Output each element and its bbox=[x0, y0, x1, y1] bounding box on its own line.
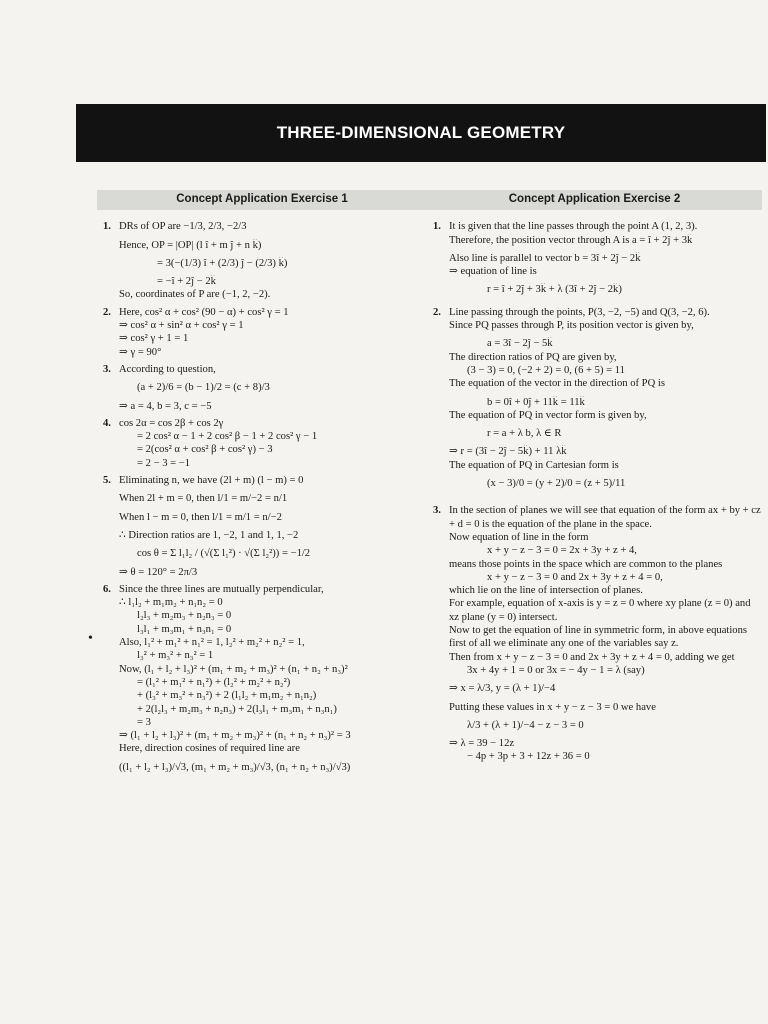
exercise-1-item-3 bbox=[97, 363, 427, 413]
item-number: 1. bbox=[103, 221, 111, 233]
item-number: 3. bbox=[433, 505, 441, 517]
left-column bbox=[97, 190, 427, 778]
solution-line: Now to get the equation of line in symmetric form, in above equations first of all we eliminate any one of the variables say z. bbox=[449, 625, 748, 650]
solution-line: ⇒ λ = 39 − 12z bbox=[449, 738, 515, 750]
solution-line: ⇒ x = λ/3, y = (λ + 1)/−4 bbox=[449, 683, 556, 695]
solution-line: (3 − 3) = 0, (−2 + 2) = 0, (6 + 5) = 11 bbox=[467, 364, 625, 376]
solution-line: = 3(−(1/3) î + (2/3) ĵ − (2/3) k̂) bbox=[157, 257, 288, 269]
exercise-2-item-1 bbox=[427, 220, 762, 296]
solution-line: It is given that the line passes through the point A (1, 2, 3). bbox=[449, 221, 698, 233]
solution-line: Putting these values in x + y − z − 3 = 0 we have bbox=[449, 701, 656, 713]
solution-line: = −î + 2ĵ − 2k̂ bbox=[157, 276, 216, 288]
solution-line: The equation of the vector in the direction of PQ is bbox=[449, 378, 665, 390]
solution-line: means those points in the space which are common to the planes bbox=[449, 558, 723, 570]
solution-line: r = î + 2ĵ + 3k̂ + λ (3î + 2ĵ − 2k̂) bbox=[487, 284, 622, 296]
solution-line: cos 2α = cos 2β + cos 2γ bbox=[119, 417, 224, 429]
exercise-1-item-6 bbox=[97, 583, 427, 774]
solution-line: So, coordinates of P are (−1, 2, −2). bbox=[119, 289, 271, 301]
solution-line: The direction ratios of PQ are given by, bbox=[449, 351, 617, 363]
solution-line: Now equation of line in the form bbox=[449, 531, 589, 543]
solution-line: ⇒ γ = 90° bbox=[119, 346, 162, 358]
item-number: 3. bbox=[103, 363, 111, 375]
solution-line: When l − m = 0, then l/1 = m/1 = n/−2 bbox=[119, 511, 282, 523]
item-number: 4. bbox=[103, 417, 111, 429]
solution-line: + (l₃² + m₃² + n₃²) + 2 (l₁l₂ + m₁m₂ + n₁n₂) bbox=[137, 690, 317, 702]
solution-line: x + y − z − 3 = 0 = 2x + 3y + z + 4, bbox=[487, 545, 637, 557]
exercise-2-item-3 bbox=[427, 504, 762, 763]
solution-line: The equation of PQ in Cartesian form is bbox=[449, 459, 619, 471]
solution-line: Also line is parallel to vector b = 3î + 2ĵ − 2k̂ bbox=[449, 252, 641, 264]
margin-dot: • bbox=[88, 631, 93, 646]
section-heading-exercise-1: Concept Application Exercise 1 bbox=[97, 190, 427, 210]
solution-line: = 2 cos² α − 1 + 2 cos² β − 1 + 2 cos² γ − 1 bbox=[137, 431, 318, 443]
item-number: 1. bbox=[433, 221, 441, 233]
solution-line: ∴ Direction ratios are 1, −2, 1 and 1, 1, −2 bbox=[119, 529, 299, 541]
solution-line: Therefore, the position vector through A is a = î + 2ĵ + 3k̂ bbox=[449, 234, 693, 246]
right-column bbox=[427, 190, 762, 768]
exercise-1-item-5 bbox=[97, 474, 427, 579]
solution-line: = 2 − 3 = −1 bbox=[137, 457, 191, 469]
solution-line: a = 3î − 2ĵ − 5k̂ bbox=[487, 338, 553, 350]
solution-line: l₂l₃ + m₂m₃ + n₂n₃ = 0 bbox=[137, 610, 232, 622]
solution-line: = 3 bbox=[137, 716, 151, 728]
solution-line: For example, equation of x-axis is y = z = 0 where xy plane (z = 0) and xz plane (y = 0) intersect. bbox=[449, 598, 751, 623]
solution-line: − 4p + 3p + 3 + 12z + 36 = 0 bbox=[467, 751, 590, 763]
item-number: 2. bbox=[103, 306, 111, 318]
item-number: 2. bbox=[433, 306, 441, 318]
solution-line: 3x + 4y + 1 = 0 or 3x = − 4y − 1 = λ (say) bbox=[467, 664, 645, 676]
solution-line: The equation of PQ in vector form is given by, bbox=[449, 409, 647, 421]
solution-line: ∴ l₁l₂ + m₁m₂ + n₁n₂ = 0 bbox=[119, 597, 223, 609]
exercise-1-item-4 bbox=[97, 417, 427, 470]
solution-line: According to question, bbox=[119, 363, 216, 375]
exercise-1-item-1 bbox=[97, 220, 427, 301]
solution-line: ⇒ r = (3î − 2ĵ − 5k̂) + 11 λk̂ bbox=[449, 446, 567, 458]
solution-line: Since PQ passes through P, its position vector is given by, bbox=[449, 320, 694, 332]
solution-line: Also, l₁² + m₁² + n₁² = 1, l₂² + m₂² + n₂² = 1, bbox=[119, 637, 305, 649]
solution-line: Then from x + y − z − 3 = 0 and 2x + 3y + z + 4 = 0, adding we get bbox=[449, 651, 735, 663]
solution-line: b = 0î + 0ĵ + 11k̂ = 11k̂ bbox=[487, 396, 585, 408]
solution-line: Eliminating n, we have (2l + m) (l − m) = 0 bbox=[119, 475, 304, 487]
solution-line: ⇒ equation of line is bbox=[449, 266, 537, 278]
solution-line: Now, (l₁ + l₂ + l₃)² + (m₁ + m₂ + m₃)² + (n₁ + n₂ + n₃)² bbox=[119, 663, 348, 675]
solution-line: When 2l + m = 0, then l/1 = m/−2 = n/1 bbox=[119, 493, 288, 505]
exercise-1-item-2 bbox=[97, 306, 427, 359]
solution-line: = (l₁² + m₁² + n₁²) + (l₂² + m₂² + n₂²) bbox=[137, 676, 291, 688]
solution-line: l₃² + m₃² + n₃² = 1 bbox=[137, 650, 214, 662]
solution-line: cos θ = Σ l₁l₂ / (√(Σ l₁²) · √(Σ l₂²)) = −1/2 bbox=[137, 548, 311, 560]
section-heading-exercise-2: Concept Application Exercise 2 bbox=[427, 190, 762, 210]
solution-line: ⇒ cos² α + sin² α + cos² γ = 1 bbox=[119, 320, 244, 332]
solution-line: x + y − z − 3 = 0 and 2x + 3y + z + 4 = 0, bbox=[487, 571, 663, 583]
solution-line: Here, direction cosines of required line are bbox=[119, 743, 300, 755]
solution-line: (x − 3)/0 = (y + 2)/0 = (z + 5)/11 bbox=[487, 478, 626, 490]
solution-line: l₃l₁ + m₃m₁ + n₃n₁ = 0 bbox=[137, 623, 232, 635]
solution-line: Hence, OP = |OP| (l î + m ĵ + n k̂) bbox=[119, 239, 262, 251]
solution-line: λ/3 + (λ + 1)/−4 − z − 3 = 0 bbox=[467, 719, 584, 731]
solution-line: (a + 2)/6 = (b − 1)/2 = (c + 8)/3 bbox=[137, 382, 270, 394]
exercise-2-item-2 bbox=[427, 306, 762, 491]
solution-line: Here, cos² α + cos² (90 − α) + cos² γ = 1 bbox=[119, 306, 289, 318]
solution-line: r = a + λ b, λ ∈ R bbox=[487, 428, 562, 440]
chapter-title: THREE-DIMENSIONAL GEOMETRY bbox=[276, 123, 566, 142]
solution-line: ⇒ a = 4, b = 3, c = −5 bbox=[119, 400, 212, 412]
solution-line: In the section of planes we will see that equation of the form ax + by + cz + d = 0 is the equation of the plane in the space. bbox=[449, 505, 761, 530]
item-number: 5. bbox=[103, 475, 111, 487]
solution-line: Line passing through the points, P(3, −2, −5) and Q(3, −2, 6). bbox=[449, 306, 710, 318]
chapter-title-banner bbox=[76, 104, 766, 162]
solution-line: Since the three lines are mutually perpendicular, bbox=[119, 583, 324, 595]
solution-line: ⇒ (l₁ + l₂ + l₃)² + (m₁ + m₂ + m₃)² + (n₁ + n₂ + n₃)² = 3 bbox=[119, 730, 351, 742]
solution-line: DRs of OP are −1/3, 2/3, −2/3 bbox=[119, 221, 247, 233]
solution-line: ((l₁ + l₂ + l₃)/√3, (m₁ + m₂ + m₃)/√3, (n₁ + n₂ + n₃)/√3) bbox=[119, 761, 351, 773]
solution-line: ⇒ cos² γ + 1 = 1 bbox=[119, 333, 189, 345]
solution-line: + 2(l₂l₃ + m₂m₃ + n₂n₃) + 2(l₃l₁ + m₃m₁ + n₃n₁) bbox=[137, 703, 337, 715]
solution-line: = 2(cos² α + cos² β + cos² γ) − 3 bbox=[137, 444, 273, 456]
item-number: 6. bbox=[103, 583, 111, 595]
solution-line: ⇒ θ = 120° = 2π/3 bbox=[119, 566, 198, 578]
solution-line: which lie on the line of intersection of planes. bbox=[449, 585, 643, 597]
